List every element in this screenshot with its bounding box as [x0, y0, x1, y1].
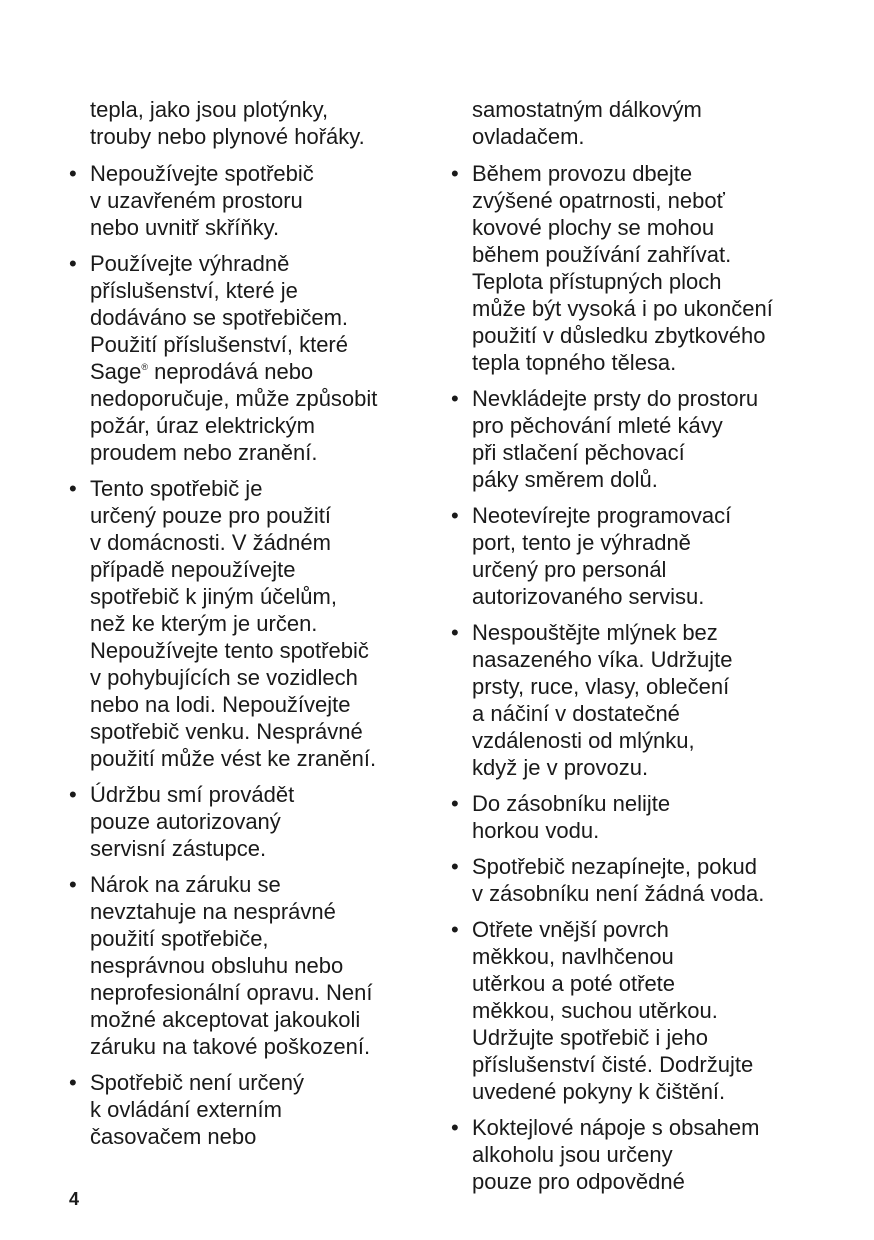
- bullet-item: • Spotřebič není určený k ovládání externím časovačem nebo: [68, 1069, 418, 1150]
- bullet-text: neprodává nebo nedoporučuje, může způsobit požár, úraz elektrickým proudem nebo zranění.: [90, 359, 378, 465]
- bullet-item: • Neotevírejte programovací port, tento je výhradně určený pro personál autorizovaného servisu.: [450, 502, 800, 610]
- bullet-item-accessories: [68, 250, 418, 466]
- continuation-text: tepla, jako jsou plotýnky, trouby nebo plynové hořáky.: [90, 97, 365, 149]
- bullet-text: Používejte výhradně příslušenství, které je dodáváno se spotřebičem. Použití příslušenství, které Sage: [90, 251, 349, 384]
- right-column: [450, 96, 800, 1204]
- bullet-item: • Během provozu dbejte zvýšené opatrnosti, neboť kovové plochy se mohou během používání zahřívat. Teplota přístupných ploch může být vysoká i po ukončení použití v důsledku zbytkového tepla topného tělesa.: [450, 160, 800, 376]
- bullet-item: • Nepoužívejte spotřebič v uzavřeném prostoru nebo uvnitř skříňky.: [68, 160, 418, 241]
- bullet-item: • Koktejlové nápoje s obsahem alkoholu jsou určeny pouze pro odpovědné: [450, 1114, 800, 1195]
- page-number: 4: [69, 1189, 80, 1209]
- bullet-item: • Údržbu smí provádět pouze autorizovaný servisní zástupce.: [68, 781, 418, 862]
- bullet-item: • Nevkládejte prsty do prostoru pro pěchování mleté kávy při stlačení pěchovací páky směrem dolů.: [450, 385, 800, 493]
- bullet-item: • Nárok na záruku se nevztahuje na nesprávné použití spotřebiče, nesprávnou obsluhu nebo neprofesionální opravu. Není možné akceptovat jakoukoli záruku na takové poškození.: [68, 871, 418, 1060]
- registered-trademark-mark: ®: [141, 362, 149, 372]
- bullet-item: • Spotřebič nezapínejte, pokud v zásobníku není žádná voda.: [450, 853, 800, 907]
- bullet-item: • Otřete vnější povrch měkkou, navlhčenou utěrkou a poté otřete měkkou, suchou utěrkou. Udržujte spotřebič i jeho příslušenství čisté. Dodržujte uvedené pokyny k čištění.: [450, 916, 800, 1105]
- bullet-item: • Nespouštějte mlýnek bez nasazeného víka. Udržujte prsty, ruce, vlasy, oblečení a náčiní v dostatečné vzdálenosti od mlýnku, když je v provozu.: [450, 619, 800, 781]
- bullet-item: • Tento spotřebič je určený pouze pro použití v domácnosti. V žádném případě nepoužívejte spotřebič k jiným účelům, než ke kterým je určen. Nepoužívejte tento spotřebič v pohybujících se vozidlech nebo na lodi. Nepoužívejte spotřebič venku. Nesprávné použití může vést ke zranění.: [68, 475, 418, 772]
- bullet-item: • Do zásobníku nelijte horkou vodu.: [450, 790, 800, 844]
- left-column: [68, 96, 418, 1159]
- continuation-text: samostatným dálkovým ovladačem.: [472, 97, 702, 149]
